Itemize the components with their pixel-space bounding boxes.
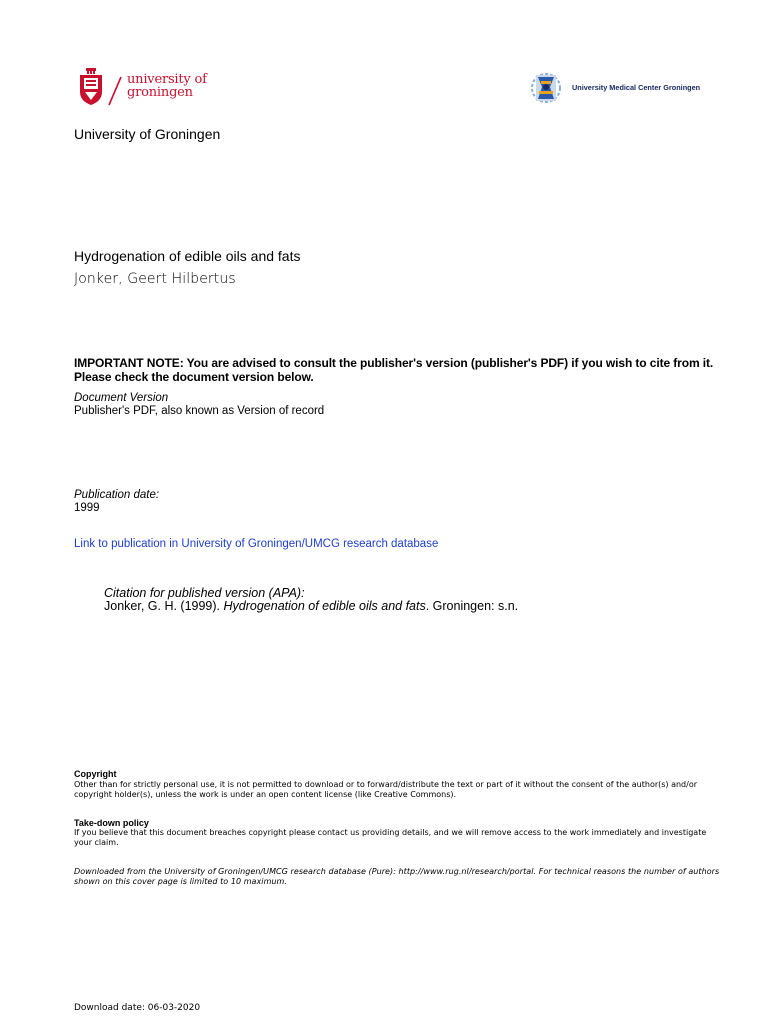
publication-database-link[interactable]: Link to publication in University of Groningen/UMCG research database [74, 538, 439, 550]
important-note: IMPORTANT NOTE: You are advised to consult the publisher's version (publisher's PDF) if you wish to cite from it. Please check the document version below. [74, 356, 714, 384]
logo-slash-icon [108, 76, 122, 106]
umcg-emblem-icon [526, 67, 566, 109]
umcg-logo [526, 67, 706, 111]
publication-date-value: 1999 [74, 502, 100, 514]
citation-suffix: . Groningen: s.n. [425, 599, 519, 613]
citation-prefix: Jonker, G. H. (1999). [104, 599, 224, 613]
document-version-value: Publisher's PDF, also known as Version of record [74, 405, 325, 417]
publication-author: Jonker, Geert Hilbertus [74, 271, 236, 287]
logo-wordmark-line-1: university of [127, 72, 207, 87]
citation-title: Hydrogenation of edible oils and fats [223, 599, 426, 613]
institution-name: University of Groningen [74, 126, 221, 142]
publication-title: Hydrogenation of edible oils and fats [74, 248, 301, 264]
citation-label: Citation for published version (APA): [104, 586, 305, 600]
copyright-text: Other than for strictly personal use, it is not permitted to download or to forward/distribute the text or part of it without the consent of the author(s) and/or copyright holder(s), unless the work is under an open content license (like Creative Commons). [74, 780, 698, 799]
copyright-heading: Copyright [74, 769, 117, 779]
downloaded-from-notice: Downloaded from the University of Groningen/UMCG research database (Pure): http://www.rug.nl/research/portal. For technical reasons the number of authors shown on this cover page is limited to 10 maximum. [74, 867, 720, 886]
logo-wordmark-line-2: groningen [127, 85, 193, 100]
citation-text [104, 599, 518, 613]
document-version-label: Document Version [74, 392, 169, 404]
publication-date-label: Publication date: [74, 489, 160, 501]
download-date: Download date: 06-03-2020 [74, 1003, 201, 1013]
takedown-heading: Take-down policy [74, 818, 149, 828]
university-crest-icon [78, 68, 104, 106]
takedown-text: If you believe that this document breaches copyright please contact us providing details, and we will remove access to the work immediately and investigate your claim. [74, 828, 707, 847]
university-of-groningen-logo [78, 68, 228, 108]
umcg-name: University Medical Center Groningen [572, 83, 701, 92]
